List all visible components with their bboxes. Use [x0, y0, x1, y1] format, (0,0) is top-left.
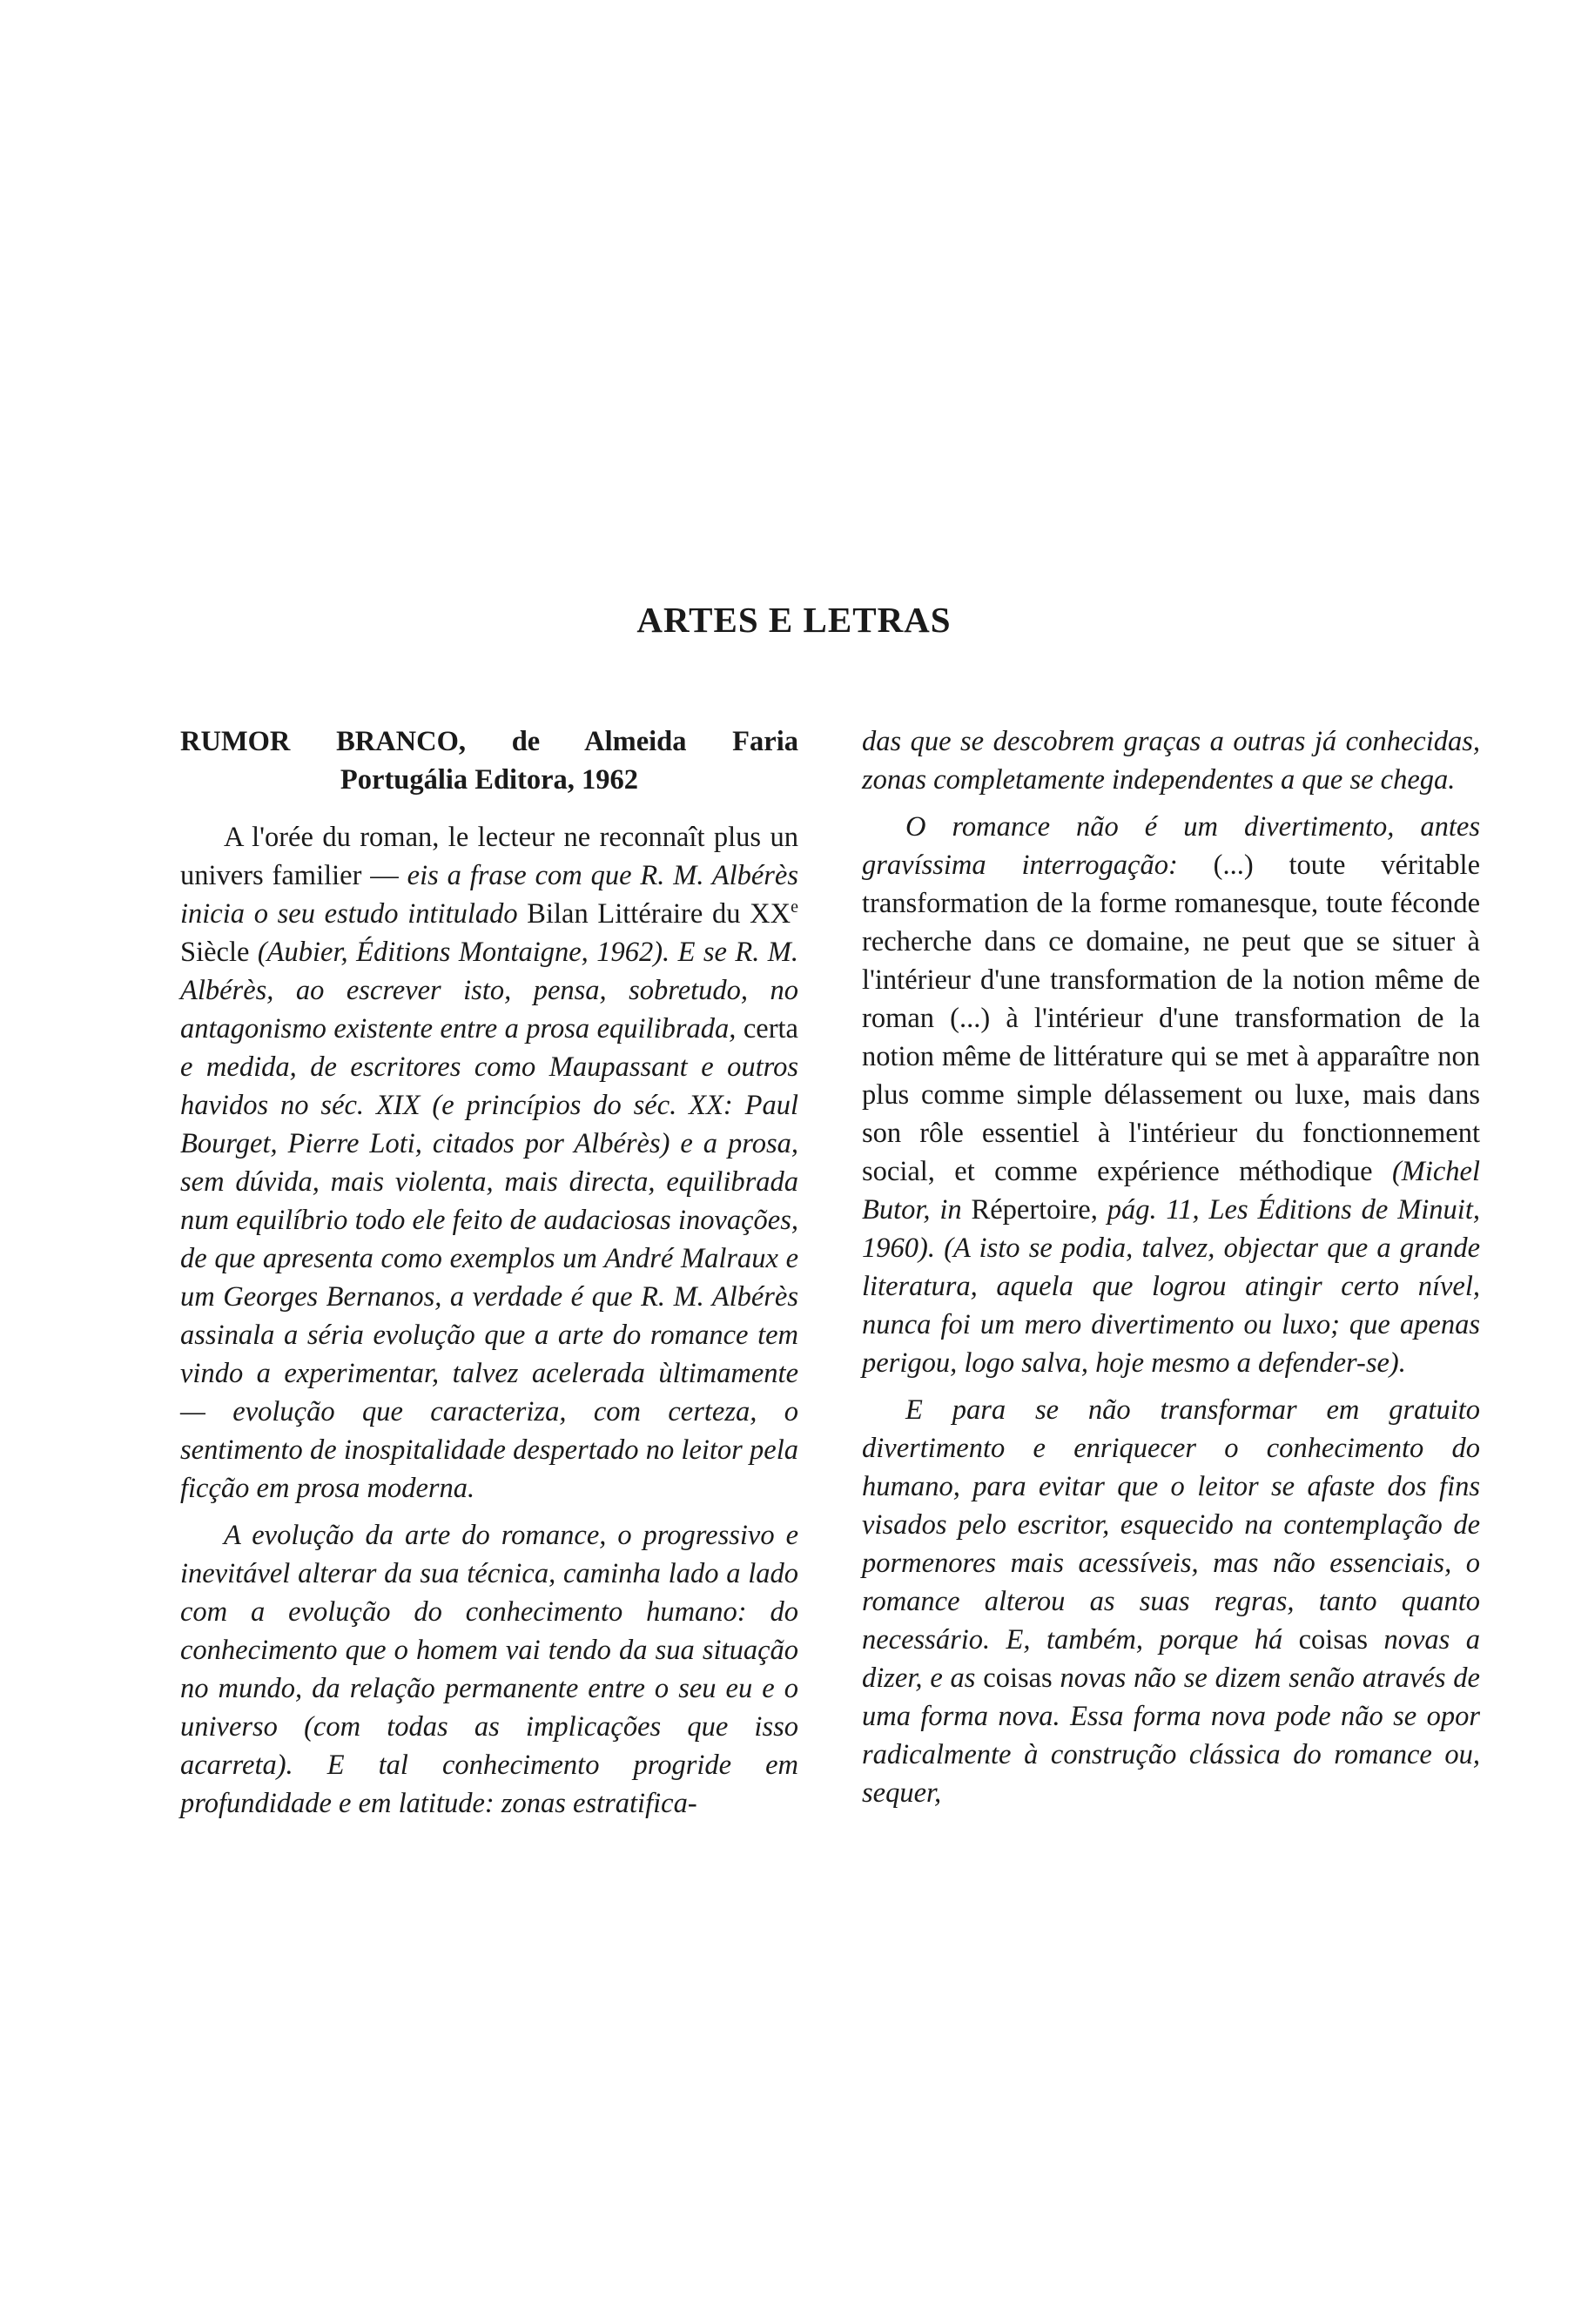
paragraph — [862, 1391, 1480, 1812]
quote-french: A l'orée du roman, le lecteur ne reconnaît plus un univers familier — — [180, 822, 798, 891]
italic-text: novas a dizer, e as — [862, 1624, 1480, 1694]
italic-text: (Aubier, Éditions Montaigne, 1962). E se R. M. Albérès, ao escrever isto, pensa, sobretudo, no antagonismo existente entre a prosa equilibrada, — [180, 937, 798, 1044]
book-title: Répertoire, — [971, 1194, 1098, 1226]
italic-text: A evolução da arte do romance, o progressivo e inevitável alterar da sua técnica, caminha lado a lado com a evolução do conhecimento humano: do conhecimento que o homem vai tendo da sua situação no mundo, da relação permanente entre o seu eu e o universo (com todas as implicações que isso acarreta). E tal conhecimento progride em profundidade e em latitude: zonas estratifica- — [180, 1520, 798, 1819]
paragraph — [862, 722, 1480, 799]
upright-word: certa — [743, 1013, 798, 1044]
paragraph — [180, 818, 798, 1508]
quote-french: (...) toute véritable transformation de la forme romanesque, toute féconde recherche dans ce domaine, ne peut que se situer à l'intérieur d'une transformation de la notion même de roman (...) à l'intérieur d'une transformation de la notion même de littérature qui se met à apparaître non plus comme simple délassement ou luxe, mais dans son rôle essentiel à l'intérieur du fonctionnement social, et comme expérience méthodique — [862, 850, 1480, 1187]
upright-word: coisas — [1298, 1624, 1369, 1656]
upright-word: coisas — [983, 1662, 1053, 1694]
review-heading — [180, 722, 798, 799]
section-title: ARTES E LETRAS — [636, 600, 952, 640]
italic-text: E para se não transformar em gratuito divertimento e enriquecer o conhecimento do humano, para evitar que o leitor se afaste dos fins visados pelo escritor, esquecido na contemplação de pormenores mais acessíveis, mas não essenciais, o romance alterou as suas regras, tanto quanto necessário. E, também, porque há — [862, 1394, 1480, 1656]
italic-text: novas não se dizem senão através de uma forma nova. Essa forma nova pode não se opor radicalmente à construção clássica do romance ou, sequer, — [862, 1662, 1480, 1809]
review-title: RUMOR BRANCO, de Almeida Faria — [180, 726, 798, 757]
italic-text: (Michel Butor, in — [862, 1156, 1480, 1226]
review-publisher: Portugália Editora, 1962 — [340, 764, 639, 796]
italic-text: e medida, de escritores como Maupassant e outros havidos no séc. XIX (e princípios do séc. XX: Paul Bourget, Pierre Loti, citados por Albérès) e a prosa, sem dúvida, mais violenta, mais directa, equilibrada num equilíbrio todo ele feito de audaciosas inovações, de que apresenta como exemplos um André Malraux e um Georges Bernanos, a verdade é que R. M. Albérès assinala a séria evolução que a arte do romance tem vindo a experimentar, talvez acelerada ùltimamente — evolução que caracteriza, com certeza, o sentimento de inospitalidade despertado no leitor pela ficção em prosa moderna. — [180, 1051, 798, 1504]
book-title: Bilan Littéraire du XX — [527, 898, 791, 930]
right-column — [862, 722, 1480, 1821]
book-title-end: Siècle — [180, 937, 250, 968]
left-column — [180, 722, 798, 1831]
italic-text: das que se descobrem graças a outras já conhecidas, zonas completamente independentes a que se chega. — [862, 726, 1480, 796]
paragraph — [862, 808, 1480, 1382]
italic-text: O romance não é um divertimento, antes gravíssima interrogação: — [862, 811, 1480, 881]
italic-text: eis a frase com que R. M. Albérès inicia o seu estudo intitulado — [180, 860, 798, 930]
superscript: e — [791, 897, 798, 917]
italic-text: pág. 11, Les Éditions de Minuit, 1960). (A isto se podia, talvez, objectar que a grande literatura, aquela que logrou atingir certo nível, nunca foi um mero divertimento ou luxo; que apenas perigou, logo salva, hoje mesmo a defender-se). — [862, 1194, 1480, 1379]
paragraph — [180, 1516, 798, 1823]
